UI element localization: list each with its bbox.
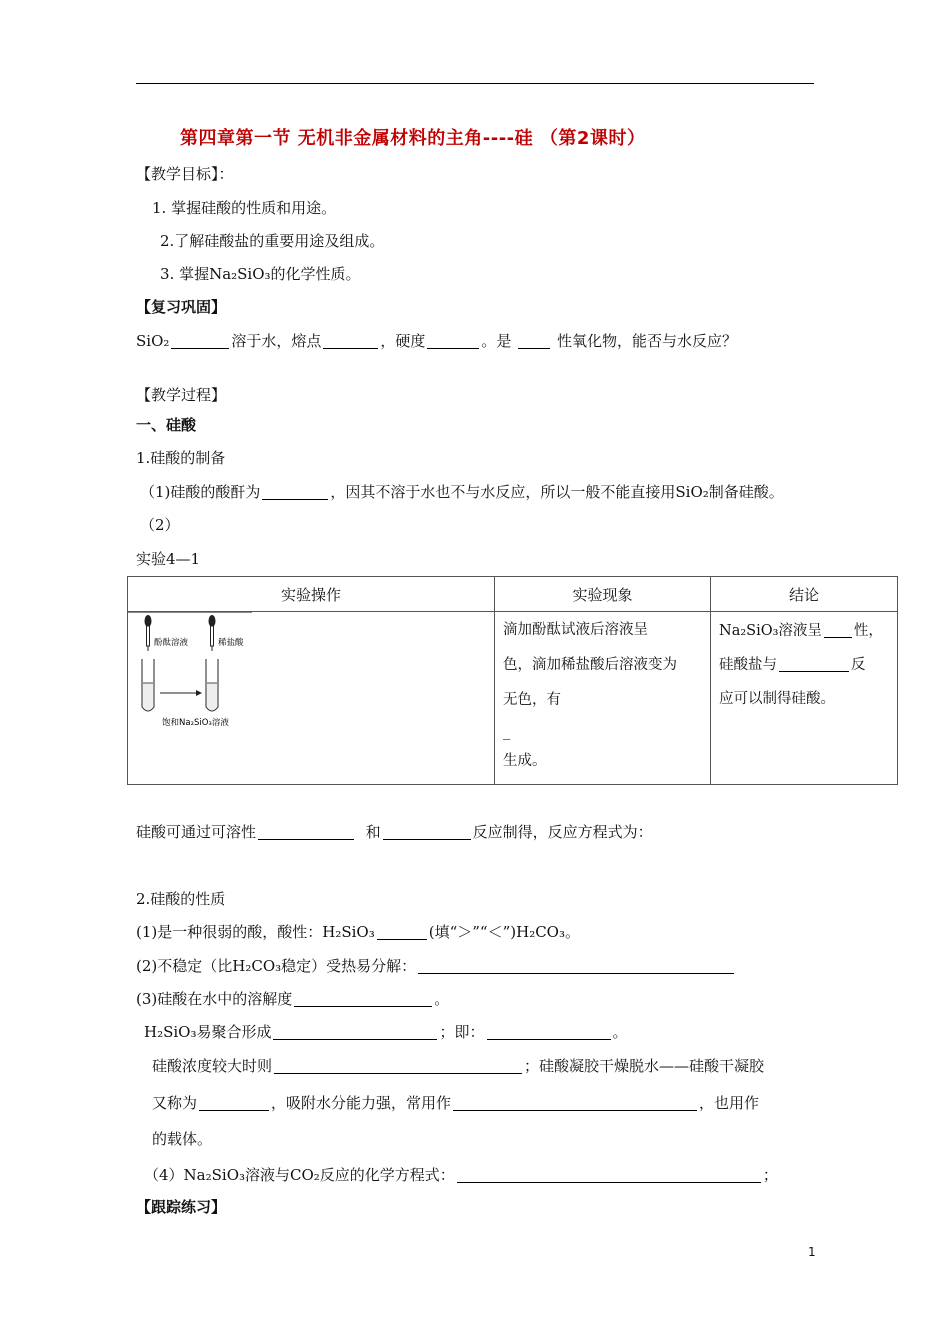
- conclusion-cell: [711, 612, 898, 785]
- objective-item: 2.了解硅酸盐的重要用途及组成。: [160, 232, 385, 250]
- label-hcl: 稀盐酸: [218, 638, 244, 648]
- test-tube-diagram: [128, 613, 328, 743]
- page-title: 第四章第一节 无机非金属材料的主角----硅 （第2课时）: [180, 128, 646, 149]
- prop-item-6: 又称为 ，吸附水分能力强，常用作 ，也用作: [152, 1094, 760, 1112]
- conclusion-line: Na₂SiO₃溶液呈 性，: [719, 623, 883, 639]
- phenomenon-line: 滴加酚酞试液后溶液呈: [503, 622, 648, 638]
- phenomenon-line: 色，滴加稀盐酸后溶液变为: [503, 657, 677, 673]
- conclusion-line: 应可以制得硅酸。: [719, 691, 835, 707]
- operation-cell: [128, 612, 495, 785]
- prep-title: 1.硅酸的制备: [136, 449, 226, 467]
- prep-item-1: （1)硅酸的酸酐为 ，因其不溶于水也不与水反应，所以一般不能直接用SiO₂制备硅酸。: [140, 483, 784, 501]
- header-rule: [136, 83, 814, 84]
- process-heading: 【教学过程】: [136, 386, 227, 404]
- table-header: 结论: [711, 577, 898, 612]
- phenomenon-line: _: [503, 724, 511, 740]
- page-number: 1: [808, 1245, 816, 1259]
- prop-item-5: 硅酸浓度较大时则 ；硅酸凝胶干燥脱水——硅酸干凝胶: [152, 1057, 765, 1075]
- label-phenolphthalein: 酚酞溶液: [154, 638, 189, 648]
- review-heading: 【复习巩固】: [136, 298, 227, 316]
- arrow-icon: [196, 690, 202, 696]
- prep-item-2: （2）: [140, 516, 180, 534]
- label-sodium-silicate: 饱和Na₂SiO₃溶液: [162, 718, 229, 728]
- phenomenon-cell: [495, 612, 711, 785]
- practice-heading: 【跟踪练习】: [136, 1198, 227, 1216]
- prep-summary: 硅酸可通过可溶性 和 反应制得，反应方程式为：: [136, 823, 653, 841]
- objectives-heading: 【教学目标】：: [136, 165, 234, 183]
- dropper-icon: [145, 615, 152, 651]
- table-header: 实验现象: [495, 577, 711, 612]
- prop-item-2: (2)不稳定（比H₂CO₃稳定）受热易分解：: [136, 955, 736, 976]
- prop-item-3: (3)硅酸在水中的溶解度 。: [136, 990, 450, 1008]
- prop-item-4: H₂SiO₃易聚合形成 ；即： 。: [144, 1023, 628, 1041]
- props-title: 2.硅酸的性质: [136, 890, 226, 908]
- phenomenon-line: 生成。: [503, 753, 547, 769]
- objective-item: 3. 掌握Na₂SiO₃的化学性质。: [160, 265, 361, 283]
- section-heading: 一、硅酸: [136, 416, 197, 434]
- table-header: 实验操作: [128, 577, 495, 612]
- objective-item: 1. 掌握硅酸的性质和用途。: [152, 199, 337, 217]
- test-tube-icon: [206, 659, 218, 711]
- conclusion-line: 硅酸盐与 反: [719, 657, 866, 673]
- dropper-icon: [209, 615, 216, 651]
- review-question: SiO₂ 溶于水，熔点 ，硬度 。是 性氧化物，能否与水反应？: [136, 332, 738, 350]
- test-tube-icon: [142, 659, 154, 711]
- experiment-label: 实验4—1: [136, 550, 201, 568]
- phenomenon-line: 无色，有: [503, 692, 561, 708]
- prop-item-1: (1)是一种很弱的酸，酸性：H₂SiO₃ (填“＞”“＜”)H₂CO₃。: [136, 923, 580, 941]
- experiment-table: [127, 576, 898, 785]
- prop-item-8: （4）Na₂SiO₃溶液与CO₂反应的化学方程式： ；: [144, 1166, 778, 1184]
- prop-item-7: 的载体。: [152, 1130, 213, 1148]
